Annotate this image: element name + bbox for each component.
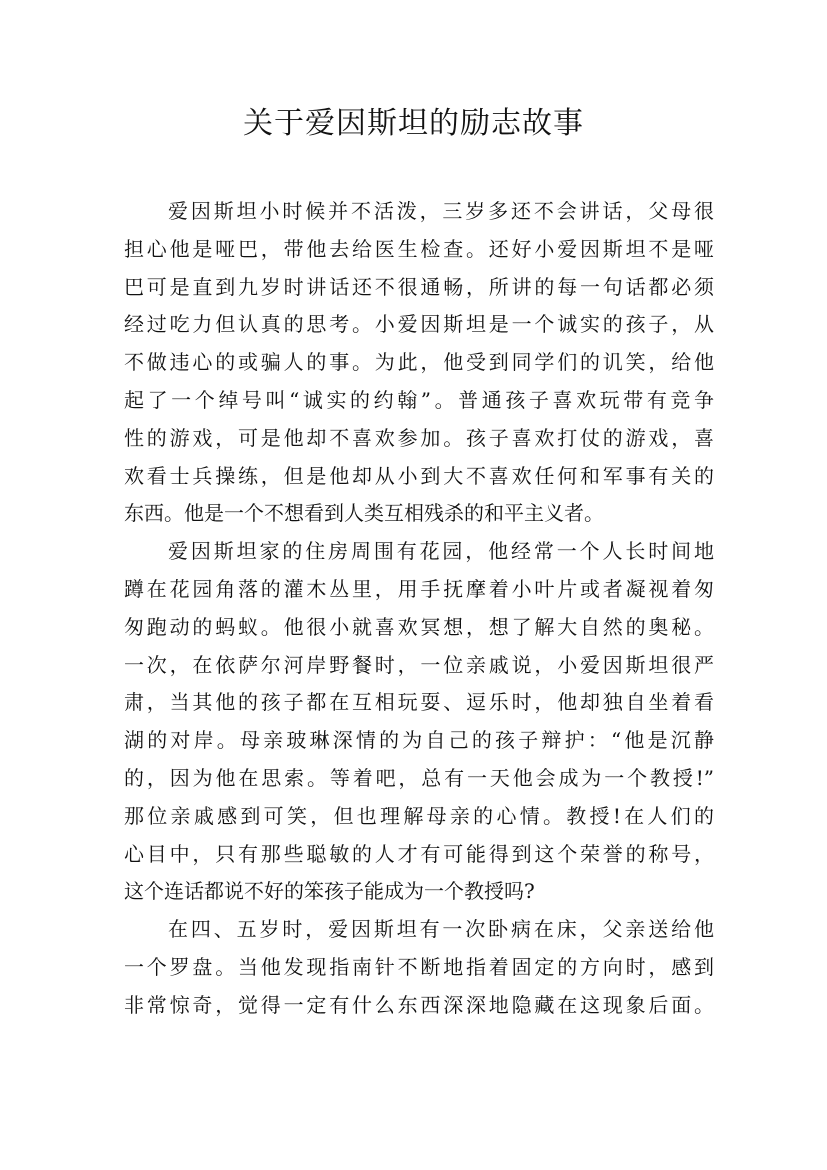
text-line: 这个连话都说不好的笨孩子能成为一个教授吗?	[124, 879, 535, 904]
text-line: 一次，在依萨尔河岸野餐时，一位亲戚说，小爱因斯坦很严	[124, 652, 714, 677]
text-line: 那位亲戚感到可笑，但也理解母亲的心情。教授!在人们的	[124, 803, 714, 828]
text-line: 爱因斯坦小时候并不活泼，三岁多还不会讲话，父母很	[168, 199, 714, 223]
text-line: 肃，当其他的孩子都在互相玩耍、逗乐时，他却独自坐着看	[124, 690, 714, 715]
text-line: 巴可是直到九岁时讲话还不很通畅，所讲的每一句话都必须	[124, 274, 714, 299]
text-line: 匆跑动的蚂蚁。他很小就喜欢冥想，想了解大自然的奥秘。	[124, 614, 714, 639]
text-line: 起了一个绰号叫“诚实的约翰”。普通孩子喜欢玩带有竞争	[124, 387, 714, 412]
text-line: 爱因斯坦家的住房周围有花园，他经常一个人长时间地	[168, 539, 714, 564]
paragraph-3	[124, 911, 714, 1024]
text-line: 欢看士兵操练，但是他却从小到大不喜欢任何和军事有关的	[124, 463, 714, 488]
text-line: 的，因为他在思索。等着吧，总有一天他会成为一个教授!”	[124, 765, 714, 790]
text-line: 湖的对岸。母亲玻琳深情的为自己的孩子辩护：“他是沉静	[124, 728, 714, 753]
text-line: 不做违心的或骗人的事。为此，他受到同学们的讥笑，给他	[124, 350, 714, 375]
document-body	[124, 193, 714, 1025]
document-title: 关于爱因斯坦的励志故事	[243, 106, 584, 141]
text-line: 性的游戏，可是他却不喜欢参加。孩子喜欢打仗的游戏，喜	[124, 425, 714, 450]
text-line: 在四、五岁时，爱因斯坦有一次卧病在床，父亲送给他	[168, 917, 714, 942]
text-line: 非常惊奇，觉得一定有什么东西深深地隐藏在这现象后面。	[124, 992, 714, 1017]
text-line: 蹲在花园角落的灌木丛里，用手抚摩着小叶片或者凝视着匆	[124, 576, 714, 601]
text-line: 东西。他是一个不想看到人类互相残杀的和平主义者。	[124, 501, 604, 526]
text-line: 担心他是哑巴，带他去给医生检查。还好小爱因斯坦不是哑	[124, 236, 714, 261]
paragraph-1	[124, 193, 714, 533]
text-line: 一个罗盘。当他发现指南针不断地指着固定的方向时，感到	[124, 954, 714, 979]
text-line: 心目中，只有那些聪敏的人才有可能得到这个荣誉的称号，	[124, 841, 714, 866]
text-line: 经过吃力但认真的思考。小爱因斯坦是一个诚实的孩子，从	[124, 312, 714, 337]
paragraph-2	[124, 533, 714, 911]
